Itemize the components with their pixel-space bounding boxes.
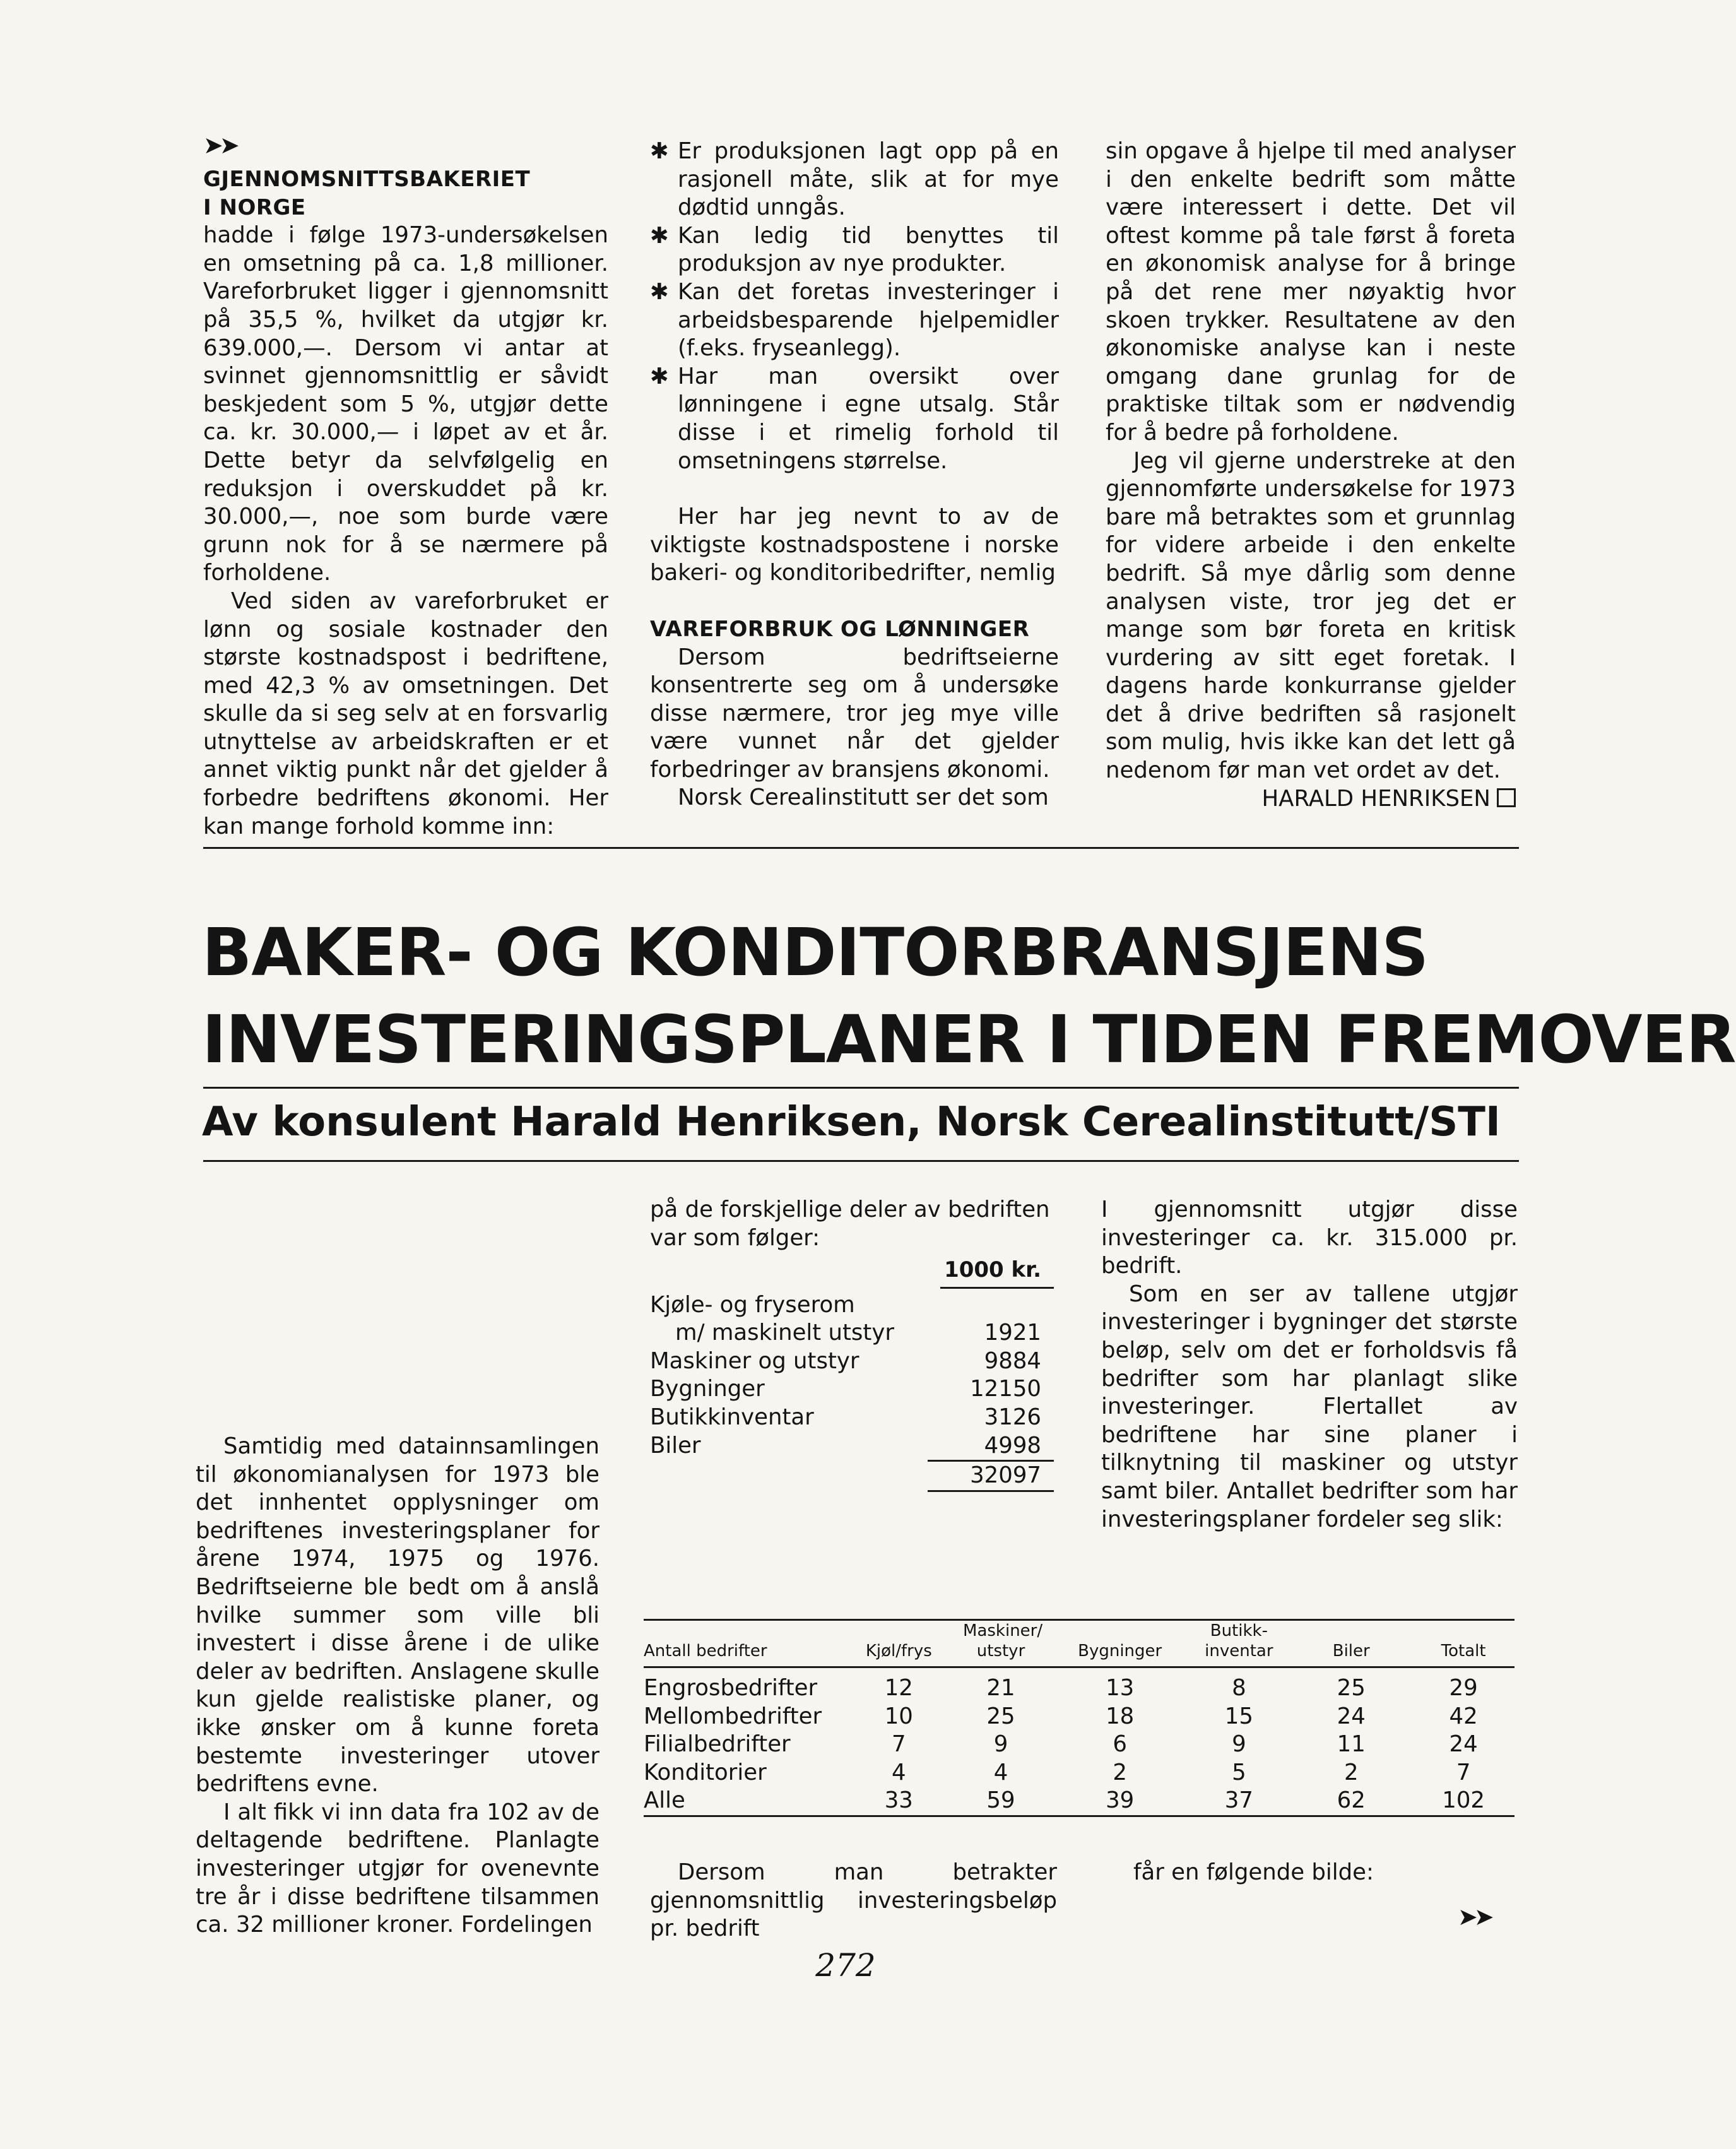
paragraph: Her har jeg nevnt to av de viktigste kostnadspostene i norske bakeri- og konditoribedrifter, nemlig — [650, 504, 1059, 586]
paragraph: I alt fikk vi inn data fra 102 av de deltagende bedriftene. Planlagte investeringer utgjør for ovenevnte tre år i disse bedriftene tilsammen ca. 32 millioner kroner. Fordelingen — [196, 1799, 599, 1938]
article-column-2-intro — [650, 1196, 1057, 1252]
table-row: Biler 4998 — [650, 1432, 1041, 1459]
paragraph: Ved siden av vareforbruket er lønn og sosiale kostnader den største kostnadspost i bedriftene, med 42,3 % av omsetningen. Det skulle da si seg selv at en forsvarlig utnyttelse av arbeidskraften er et annet viktig punkt når det gjelder å forbedre bedriftens økonomi. Her kan mange forhold komme inn: — [203, 588, 608, 839]
unit-rule — [940, 1287, 1054, 1289]
table-row: Maskiner og utstyr 9884 — [650, 1347, 1041, 1374]
column-header: Butikk- inventar — [1205, 1621, 1273, 1661]
bullet-item: ✱ Kan ledig tid benyttes til produksjon av nye produkter. — [650, 222, 1059, 277]
article-headline — [202, 909, 1736, 1083]
paragraph: I gjennomsnitt utgjør disse investeringer ca. kr. 315.000 pr. bedrift. — [1101, 1197, 1518, 1279]
company-count-table — [644, 1619, 1515, 1817]
paragraph: hadde i følge 1973-undersøkelsen en omsetning på ca. 1,8 millioner. Vareforbruket ligger i gjennomsnitt på 35,5 %, hvilket da utgjør kr. 639.000,—. Dersom vi antar at svinnet gjennomsnittlig er såvidt beskjedent som 5 %, utgjør dette ca. kr. 30.000,— i løpet av et år. Dette betyr da selvfølgelig en reduksjon i overskuddet på kr. 30.000,—, noe som burde være grunn nok for å se nærmere på forholdene. — [203, 222, 608, 586]
unit-header: 1000 kr. — [944, 1257, 1041, 1282]
author-signature: HARALD HENRIKSEN — [1261, 785, 1491, 812]
paragraph: sin opgave å hjelpe til med analyser i den enkelte bedrift som måtte være interessert i dette. Det vil oftest komme på tale først å foreta en økonomisk analyse for å bringe på det rene mer nøyaktig hvor skoen trykker. Resultatene av den økonomiske analyse kan i neste omgang dane grunlag for de praktiske tiltak som er nødvendig for å bedre på forholdene. — [1106, 138, 1516, 446]
article-column-1 — [196, 1433, 599, 1939]
asterisk-icon: ✱ — [650, 222, 669, 249]
table-row: Engrosbedrifter 12 21 13 8 25 29 — [644, 1675, 1478, 1701]
paragraph: Dersom bedriftseierne konsentrerte seg om å undersøke disse nærmere, tror jeg mye ville være vunnet når det gjelder forbedringer av bransjens økonomi. — [650, 644, 1059, 783]
continue-arrow-icon: ➤➤ — [203, 131, 236, 159]
section-heading-line-2: I NORGE — [203, 194, 306, 220]
column-header: Maskiner/ utstyr — [963, 1621, 1043, 1661]
top-column-3 — [1106, 138, 1516, 813]
page-number: 272 — [815, 1947, 876, 1984]
table-header-row — [644, 1620, 1515, 1667]
asterisk-icon: ✱ — [650, 138, 669, 164]
article-byline: Av konsulent Harald Henriksen, Norsk Cerealinstitutt/STI — [202, 1099, 1501, 1146]
paragraph: Jeg vil gjerne understreke at den gjennomførte undersøkelse for 1973 bare må betraktes som et grunnlag for videre arbeide i den enkelte bedrift. Så mye dårlig som denne analysen viste, tror jeg det er mange som bør foreta en kritisk vurdering av sitt eget foretak. I dagens harde konkurranse gjelder det å drive bedriften så rasjonelt som mulig, hvis ikke kan det lett gå nedenom før man vet ordet av det. — [1106, 447, 1516, 784]
column-header: Bygninger — [1078, 1642, 1162, 1661]
table-row: Mellombedrifter 10 25 18 15 24 42 — [644, 1703, 1478, 1729]
byline-rule — [203, 1160, 1519, 1162]
continue-arrow-icon: ➤➤ — [1458, 1903, 1491, 1931]
table-row: Butikkinventar 3126 — [650, 1404, 1041, 1430]
end-mark-icon — [1497, 788, 1516, 807]
column-header: Biler — [1332, 1642, 1370, 1661]
column-header: Kjøl/frys — [865, 1642, 932, 1661]
section-heading-line-1: GJENNOMSNITTSBAKERIET — [203, 167, 531, 192]
paragraph: får en følgende bilde: — [1133, 1859, 1374, 1885]
table-row: Bygninger 12150 — [650, 1376, 1041, 1402]
section-divider — [203, 847, 1519, 849]
paragraph: Dersom man betrakter gjennomsnittlig investeringsbeløp pr. bedrift — [650, 1859, 1057, 1942]
paragraph: Samtidig med datainnsamlingen til økonomianalysen for 1973 ble det innhentet opplysninger om bedriftenes investeringsplaner for årene 1974, 1975 og 1976. Bedriftseierne ble bedt om å anslå hvilke summer som ville bli investert i disse årene i de ulike deler av bedriften. Anslagene skulle kun gjelde realistiske planer, og ikke ønsker om å kunne foreta bestemte investeringer utover bedriftens evne. — [196, 1433, 599, 1797]
signature — [1106, 785, 1516, 814]
paragraph: Som en ser av tallene utgjør investeringer i bygninger det største beløp, selv om det er forholdsvis få bedrifter som har planlagt slike investeringer. Flertallet av bedriftene har sine planer i tilknytning til maskiner og utstyr samt biler. Antallet bedrifter som har investeringsplaner fordeler seg slik: — [1101, 1281, 1518, 1532]
table-row: m/ maskinelt utstyr 1921 — [675, 1320, 1041, 1346]
table-row: Kjøle- og fryserom — [650, 1291, 855, 1318]
table-row: Konditorier 4 4 2 5 2 7 — [644, 1759, 1471, 1785]
table-row: Filialbedrifter 7 9 6 9 11 24 — [644, 1731, 1478, 1758]
bullet-item: ✱ Er produksjonen lagt opp på en rasjonell måte, slik at for mye dødtid unngås. — [650, 138, 1059, 221]
article-bottom-right — [1106, 1859, 1516, 1887]
top-column-2 — [650, 138, 1059, 812]
article-bottom-left — [650, 1859, 1057, 1943]
headline-rule — [203, 1087, 1519, 1089]
asterisk-icon: ✱ — [650, 363, 669, 389]
headline-line-2: INVESTERINGSPLANER I TIDEN FREMOVER — [202, 1001, 1736, 1078]
total-value: 32097 — [928, 1460, 1054, 1492]
column-header: Totalt — [1441, 1642, 1486, 1661]
section-heading: VAREFORBRUK OG LØNNINGER — [650, 616, 1030, 642]
asterisk-icon: ✱ — [650, 278, 669, 305]
bullet-item: ✱ Har man oversikt over lønningene i egne utsalg. Står disse i et rimelig forhold til omsetningens størrelse. — [650, 363, 1059, 474]
table-row: Alle 33 59 39 37 62 102 — [644, 1787, 1515, 1816]
table-total-row — [650, 1460, 1054, 1492]
headline-line-1: BAKER- OG KONDITORBRANSJENS — [202, 914, 1429, 991]
article-column-3 — [1101, 1196, 1518, 1534]
column-header: Antall bedrifter — [644, 1642, 767, 1661]
paragraph: Norsk Cerealinstitutt ser det som — [678, 784, 1049, 811]
investment-table — [650, 1256, 1054, 1492]
top-column-1 — [203, 165, 608, 841]
paragraph: på de forskjellige deler av bedriften var som følger: — [650, 1197, 1050, 1251]
bullet-item: ✱ Kan det foretas investeringer i arbeidsbesparende hjelpemidler (f.eks. fryseanlegg). — [650, 278, 1059, 362]
